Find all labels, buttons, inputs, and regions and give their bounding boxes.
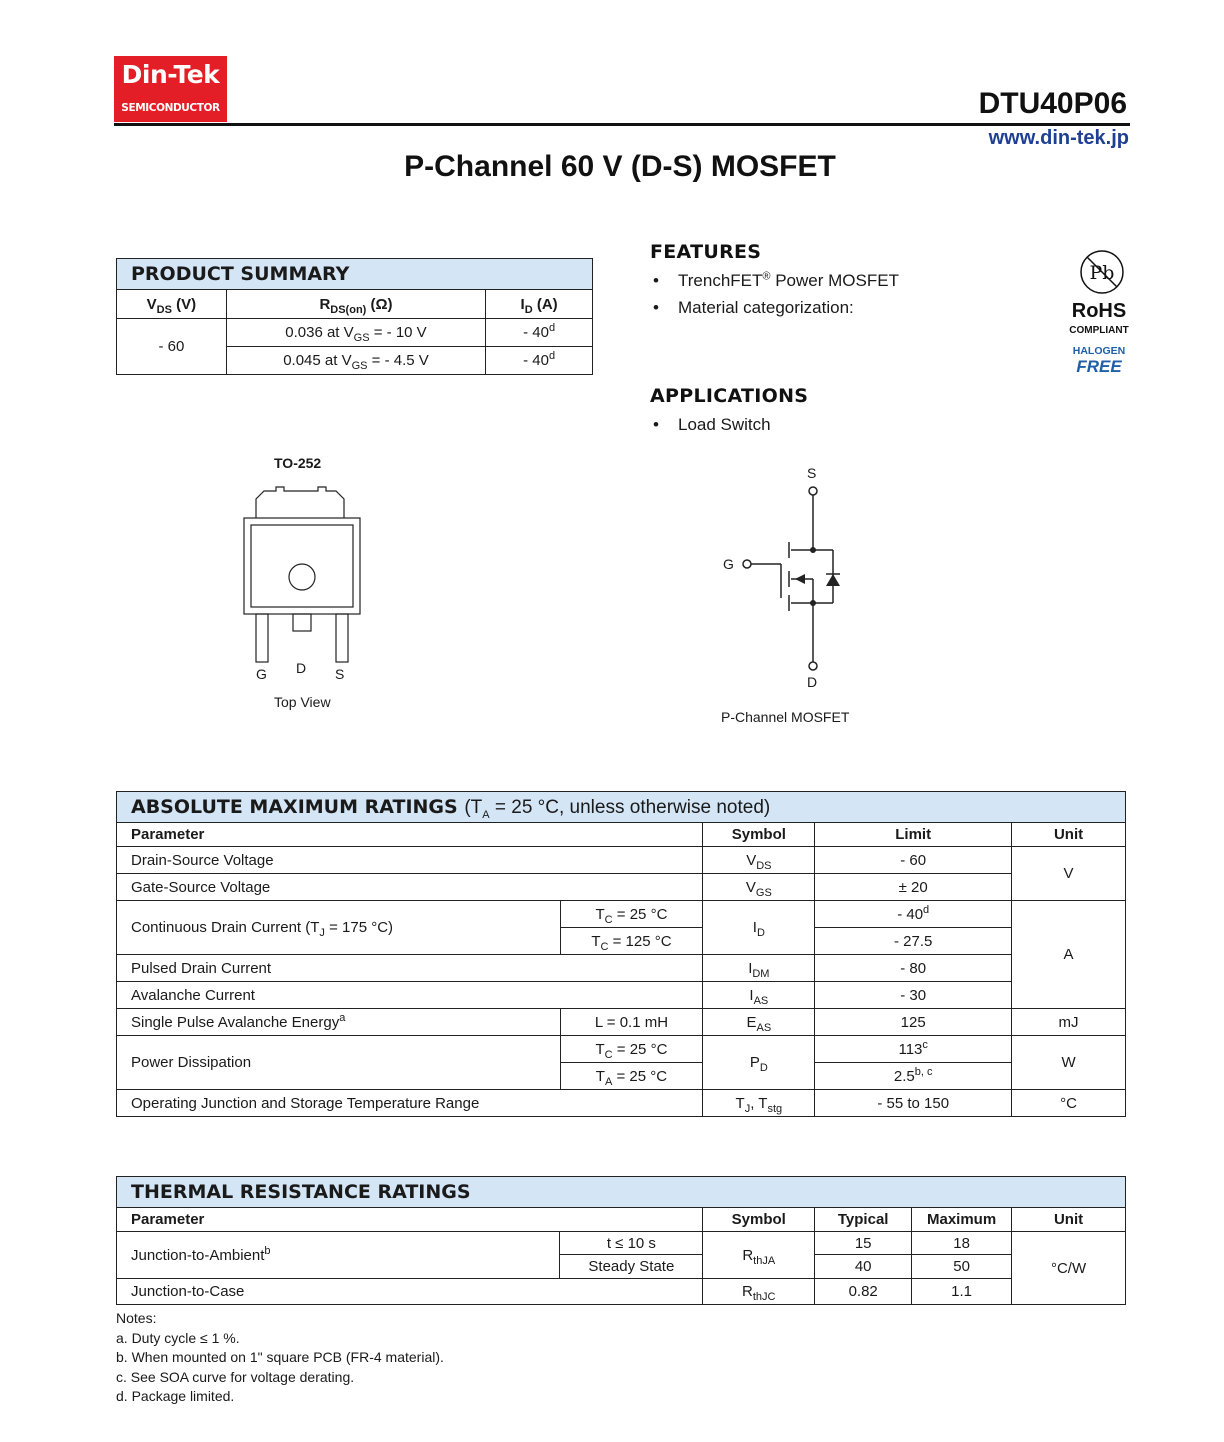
schematic-s-label: S xyxy=(807,465,817,481)
condition-cell: Steady State xyxy=(560,1255,703,1279)
condition-cell: t ≤ 10 s xyxy=(560,1232,703,1255)
limit-cell: 113$^c$ xyxy=(815,1036,1012,1063)
unit-cell: mJ xyxy=(1012,1009,1126,1036)
symbol-cell: $I_{AS}$ xyxy=(703,982,815,1009)
col-unit: Unit xyxy=(1012,1208,1126,1232)
thermal-title: THERMAL RESISTANCE RATINGS xyxy=(117,1177,1126,1208)
features-list xyxy=(650,267,899,321)
pin-d-label: D xyxy=(296,660,307,676)
maximum-cell: 1.1 xyxy=(912,1279,1012,1305)
absolute-max-ratings-table xyxy=(116,791,1126,1117)
symbol-cell: $I_{DM}$ xyxy=(703,955,815,982)
website-link[interactable]: www.din-tek.jp xyxy=(988,127,1129,149)
page-title: P-Channel 60 V (D-S) MOSFET xyxy=(404,150,836,183)
maximum-cell: 18 xyxy=(912,1232,1012,1255)
schematic-d-label: D xyxy=(807,674,818,690)
limit-cell: 125 xyxy=(815,1009,1012,1036)
notes xyxy=(116,1309,444,1407)
table-row: Operating Junction and Storage Temperature Range xyxy=(117,1090,703,1117)
limit-cell: - 80 xyxy=(815,955,1012,982)
part-number: DTU40P06 xyxy=(978,87,1127,120)
free-label: FREE xyxy=(1076,357,1122,376)
pin-g-label: G xyxy=(256,666,267,682)
svg-text:Pb: Pb xyxy=(1089,262,1115,284)
logo-text: Din-Tek xyxy=(121,60,220,89)
id-row-1: - 40$^d$ xyxy=(486,319,593,347)
rohs-label: RoHS xyxy=(1071,300,1127,322)
limit-cell: - 60 xyxy=(815,847,1012,874)
symbol-cell: $P_D$ xyxy=(703,1036,815,1090)
symbol-cell: $I_D$ xyxy=(703,901,815,955)
note-item: b. When mounted on 1" square PCB (FR-4 material). xyxy=(116,1349,444,1365)
condition-cell: $T_C = 25$ °C xyxy=(560,901,703,928)
notes-title: Notes: xyxy=(116,1310,157,1326)
condition-cell: $T_C = 25$ °C xyxy=(560,1036,703,1063)
col-maximum: Maximum xyxy=(912,1208,1012,1232)
col-typical: Typical xyxy=(815,1208,912,1232)
col-parameter: Parameter xyxy=(117,823,703,847)
col-vds: $V_{DS}$ (V) xyxy=(117,290,227,319)
table-row: Drain-Source Voltage xyxy=(117,847,703,874)
pin-s-label: S xyxy=(335,666,345,682)
col-unit: Unit xyxy=(1012,823,1126,847)
schematic-caption: P-Channel MOSFET xyxy=(721,709,850,725)
table-row: Gate-Source Voltage xyxy=(117,874,703,901)
rds-row-1: 0.036 at $V_{GS}$ = - 10 V xyxy=(226,319,485,347)
col-rds: $R_{DS(on)}$ (Ω) xyxy=(226,290,485,319)
limit-cell: - 55 to 150 xyxy=(815,1090,1012,1117)
table-row: Avalanche Current xyxy=(117,982,703,1009)
p-channel-mosfet-symbol xyxy=(735,480,850,675)
symbol-cell: $V_{GS}$ xyxy=(703,874,815,901)
unit-cell: V xyxy=(1012,847,1126,901)
unit-cell: W xyxy=(1012,1036,1126,1090)
unit-cell: A xyxy=(1012,901,1126,1009)
symbol-cell: $R_{thJA}$ xyxy=(703,1232,815,1279)
col-symbol: Symbol xyxy=(703,823,815,847)
table-row: Pulsed Drain Current xyxy=(117,955,703,982)
symbol-cell: $E_{AS}$ xyxy=(703,1009,815,1036)
list-item: • TrenchFET® Power MOSFET xyxy=(650,267,899,294)
condition-cell: L = 0.1 mH xyxy=(560,1009,703,1036)
rohs-badge xyxy=(1062,248,1136,378)
limit-cell: - 30 xyxy=(815,982,1012,1009)
note-item: a. Duty cycle ≤ 1 %. xyxy=(116,1329,240,1346)
table-row: Single Pulse Avalanche Energy$^a$ xyxy=(117,1009,561,1036)
logo-subtext: SEMICONDUCTOR xyxy=(121,102,220,114)
header-divider xyxy=(114,123,1130,126)
col-id: $I_D$ (A) xyxy=(486,290,593,319)
note-item: c. See SOA curve for voltage derating. xyxy=(116,1368,355,1385)
applications-list xyxy=(650,411,771,438)
id-row-2: - 40$^d$ xyxy=(486,347,593,375)
pb-free-icon xyxy=(1062,248,1136,298)
col-limit: Limit xyxy=(815,823,1012,847)
unit-cell: °C/W xyxy=(1012,1232,1126,1305)
applications-heading: APPLICATIONS xyxy=(650,385,809,407)
table-row: Junction-to-Ambient$^b$ xyxy=(117,1232,560,1279)
limit-cell: ± 20 xyxy=(815,874,1012,901)
typical-cell: 40 xyxy=(815,1255,912,1279)
table-row: Power Dissipation xyxy=(117,1036,561,1090)
unit-cell: °C xyxy=(1012,1090,1126,1117)
list-item: • Material categorization: xyxy=(650,294,899,321)
features-heading: FEATURES xyxy=(650,241,762,263)
compliant-label: COMPLIANT xyxy=(1069,325,1129,336)
thermal-resistance-table xyxy=(116,1176,1126,1305)
halogen-label: HALOGEN xyxy=(1072,345,1126,357)
list-item: • Load Switch xyxy=(650,411,771,438)
symbol-cell: $R_{thJC}$ xyxy=(703,1279,815,1305)
rds-row-2: 0.045 at $V_{GS}$ = - 4.5 V xyxy=(226,347,485,375)
limit-cell: - 27.5 xyxy=(815,928,1012,955)
top-view-label: Top View xyxy=(274,694,331,710)
col-symbol: Symbol xyxy=(703,1208,815,1232)
typical-cell: 15 xyxy=(815,1232,912,1255)
product-summary-title: PRODUCT SUMMARY xyxy=(117,259,593,290)
condition-cell: $T_C = 125$ °C xyxy=(560,928,703,955)
typical-cell: 0.82 xyxy=(815,1279,912,1305)
limit-cell: 2.5$^{b, c}$ xyxy=(815,1063,1012,1090)
table-row: Continuous Drain Current ($T_J = 175$ °C) xyxy=(117,901,561,955)
maximum-cell: 50 xyxy=(912,1255,1012,1279)
vds-value: - 60 xyxy=(117,319,227,375)
to252-package-drawing xyxy=(238,485,368,665)
table-row: Junction-to-Case xyxy=(117,1279,703,1305)
company-logo xyxy=(114,56,227,122)
abs-max-title: ABSOLUTE MAXIMUM RATINGS ($T_A = 25$ °C, unless otherwise noted) xyxy=(117,792,1126,823)
limit-cell: - 40$^d$ xyxy=(815,901,1012,928)
schematic-g-label: G xyxy=(723,556,734,572)
col-parameter: Parameter xyxy=(117,1208,703,1232)
product-summary-table xyxy=(116,258,593,375)
symbol-cell: $T_J$, $T_{stg}$ xyxy=(703,1090,815,1117)
symbol-cell: $V_{DS}$ xyxy=(703,847,815,874)
package-name: TO-252 xyxy=(274,455,322,471)
note-item: d. Package limited. xyxy=(116,1388,235,1404)
condition-cell: $T_A = 25$ °C xyxy=(560,1063,703,1090)
